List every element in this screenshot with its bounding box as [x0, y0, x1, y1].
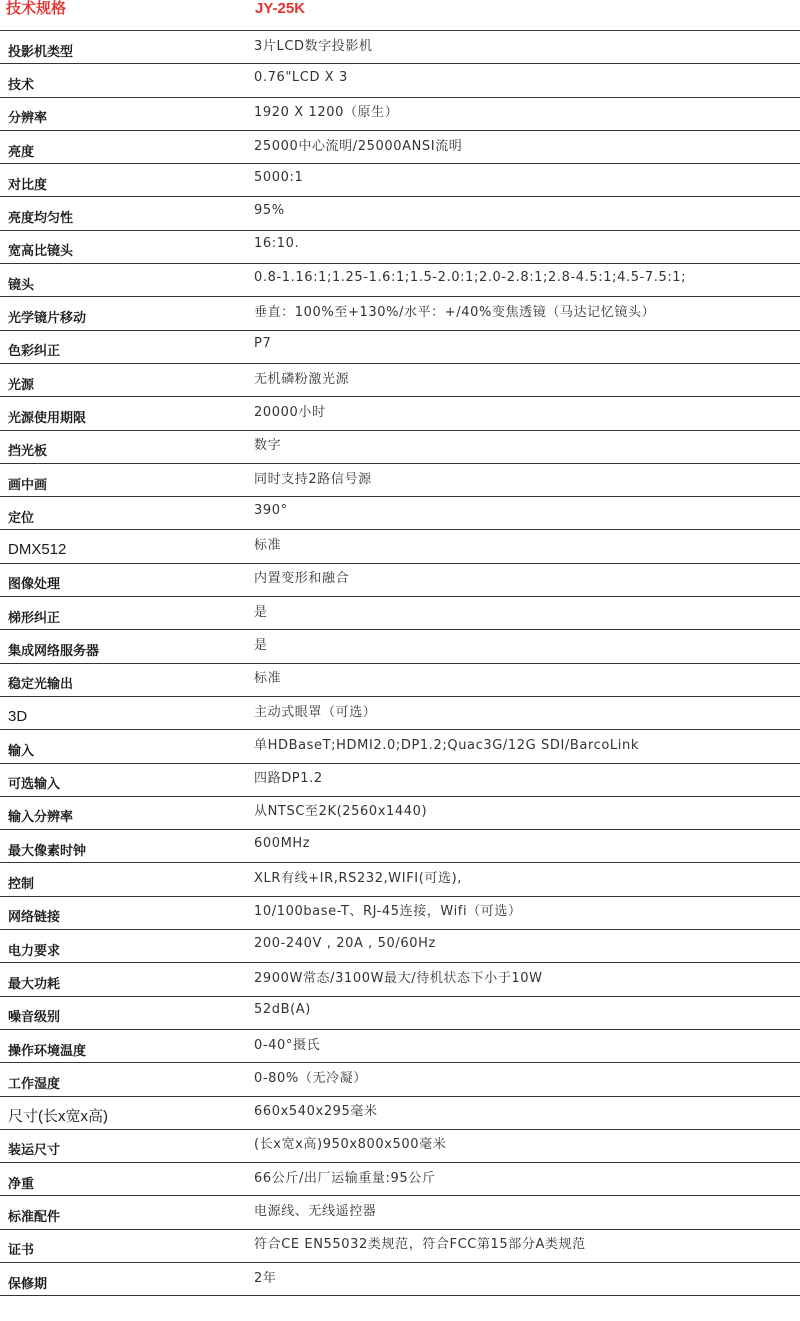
- spec-label: 控制: [8, 877, 35, 893]
- spec-value: 0-40°摄氏: [254, 1037, 321, 1053]
- spec-value: 390°: [254, 502, 288, 518]
- spec-value: 52dB(A): [254, 1002, 311, 1018]
- spec-value: 2900W常态/3100W最大/待机状态下小于10W: [254, 970, 543, 986]
- table-row: [0, 997, 800, 1030]
- spec-value: 从NTSC至2K(2560x1440): [254, 804, 428, 820]
- spec-rows: [0, 31, 800, 1296]
- spec-value: 是: [254, 604, 268, 620]
- spec-value: 单HDBaseT;HDMI2.0;DP1.2;Quac3G/12G SDI/BarcoLink: [254, 737, 639, 753]
- spec-label: 电力要求: [8, 943, 61, 959]
- spec-label: 光学镜片移动: [8, 311, 87, 327]
- model-name: JY-25K: [255, 0, 306, 17]
- spec-value: 0.8-1.16:1;1.25-1.6:1;1.5-2.0:1;2.0-2.8:1;2.8-4.5:1;4.5-7.5:1;: [254, 269, 687, 285]
- table-row: [0, 364, 800, 397]
- spec-label: 输入分辨率: [8, 810, 74, 826]
- table-row: [0, 963, 800, 996]
- table-row: [0, 664, 800, 697]
- table-row: [0, 464, 800, 497]
- table-row: [0, 830, 800, 863]
- spec-value: 数字: [254, 438, 282, 454]
- table-row: [0, 1063, 800, 1096]
- spec-label: DMX512: [8, 541, 67, 559]
- table-row: [0, 98, 800, 131]
- spec-label: 定位: [8, 510, 35, 526]
- spec-label: 装运尺寸: [8, 1143, 61, 1159]
- table-row: [0, 863, 800, 896]
- spec-value: XLR有线+IR,RS232,WIFI(可选),: [254, 871, 462, 887]
- table-row: [0, 431, 800, 464]
- spec-label: 画中画: [8, 477, 48, 493]
- spec-label: 光源: [8, 377, 35, 393]
- spec-label: 尺寸(长x宽x高): [8, 1108, 108, 1126]
- spec-value: 无机磷粉激光源: [254, 371, 350, 387]
- table-row: [0, 264, 800, 297]
- table-row: [0, 197, 800, 230]
- spec-value: 3片LCD数字投影机: [254, 38, 373, 54]
- spec-label: 稳定光输出: [8, 677, 74, 693]
- spec-label: 光源使用期限: [8, 410, 87, 426]
- table-row: [0, 930, 800, 963]
- spec-value: 2年: [254, 1270, 277, 1286]
- spec-value: 0-80%（无冷凝）: [254, 1070, 367, 1086]
- spec-label: 投影机类型: [8, 44, 74, 60]
- table-row: [0, 231, 800, 264]
- spec-label: 3D: [8, 707, 28, 725]
- table-row: [0, 1163, 800, 1196]
- table-row: [0, 31, 800, 64]
- table-row: [0, 797, 800, 830]
- spec-label: 镜头: [8, 277, 35, 293]
- spec-label: 工作湿度: [8, 1076, 61, 1092]
- table-row: [0, 397, 800, 430]
- spec-label: 对比度: [8, 177, 48, 193]
- spec-value: 660x540x295毫米: [254, 1104, 378, 1120]
- spec-label: 最大像素时钟: [8, 843, 87, 859]
- spec-value: 主动式眼罩（可选）: [254, 704, 377, 720]
- spec-value: 电源线、无线遥控器: [254, 1204, 377, 1220]
- spec-value: 5000:1: [254, 169, 304, 185]
- spec-label: 图像处理: [8, 577, 61, 593]
- spec-label: 分辨率: [8, 111, 48, 127]
- header-label: 技术规格: [6, 0, 67, 17]
- table-row: [0, 564, 800, 597]
- spec-label: 集成网络服务器: [8, 643, 100, 659]
- table-row: [0, 764, 800, 797]
- spec-value: (长x宽x高)950x800x500毫米: [254, 1137, 447, 1153]
- spec-value: 1920 X 1200（原生）: [254, 105, 399, 121]
- spec-label: 噪音级别: [8, 1010, 61, 1026]
- spec-value: 符合CE EN55032类规范，符合FCC第15部分A类规范: [254, 1237, 586, 1253]
- table-row: [0, 1196, 800, 1229]
- spec-value: 标准: [254, 671, 282, 687]
- spec-label: 最大功耗: [8, 976, 61, 992]
- spec-value: 600MHz: [254, 835, 311, 851]
- table-header: [0, 0, 800, 31]
- table-row: [0, 697, 800, 730]
- spec-value: 标准: [254, 538, 282, 554]
- spec-label: 操作环境温度: [8, 1043, 87, 1059]
- spec-value: 垂直：100%至+130%/水平：+/40%变焦透镜（马达记忆镜头）: [254, 305, 656, 321]
- table-row: [0, 1097, 800, 1130]
- table-row: [0, 331, 800, 364]
- spec-value: 同时支持2路信号源: [254, 471, 372, 487]
- table-row: [0, 131, 800, 164]
- spec-value: 25000中心流明/25000ANSI流明: [254, 138, 463, 154]
- table-row: [0, 597, 800, 630]
- spec-value: 200-240V , 20A , 50/60Hz: [254, 935, 436, 951]
- spec-label: 可选输入: [8, 777, 61, 793]
- spec-label: 亮度: [8, 144, 35, 160]
- table-row: [0, 1030, 800, 1063]
- spec-value: 95%: [254, 203, 285, 219]
- spec-label: 宽高比镜头: [8, 244, 74, 260]
- spec-value: P7: [254, 336, 272, 352]
- spec-value: 20000小时: [254, 404, 326, 420]
- table-row: [0, 497, 800, 530]
- table-row: [0, 164, 800, 197]
- table-row: [0, 1230, 800, 1263]
- spec-label: 亮度均匀性: [8, 211, 74, 227]
- spec-label: 保修期: [8, 1276, 48, 1292]
- spec-value: 0.76"LCD X 3: [254, 69, 348, 85]
- spec-label: 色彩纠正: [8, 344, 61, 360]
- table-row: [0, 64, 800, 97]
- table-row: [0, 1263, 800, 1296]
- table-row: [0, 630, 800, 663]
- spec-value: 四路DP1.2: [254, 771, 323, 787]
- spec-value: 是: [254, 637, 268, 653]
- spec-label: 梯形纠正: [8, 610, 61, 626]
- table-row: [0, 897, 800, 930]
- table-row: [0, 530, 800, 563]
- spec-label: 证书: [8, 1243, 35, 1259]
- spec-value: 10/100base-T、RJ-45连接，Wifi（可选）: [254, 904, 522, 920]
- spec-value: 内置变形和融合: [254, 571, 350, 587]
- spec-label: 挡光板: [8, 444, 48, 460]
- table-row: [0, 1130, 800, 1163]
- table-row: [0, 297, 800, 330]
- spec-value: 16:10.: [254, 236, 300, 252]
- spec-value: 66公斤/出厂运输重量:95公斤: [254, 1170, 436, 1186]
- spec-label: 网络链接: [8, 910, 61, 926]
- spec-label: 输入: [8, 743, 35, 759]
- spec-label: 标准配件: [8, 1210, 61, 1226]
- spec-label: 净重: [8, 1176, 35, 1192]
- spec-label: 技术: [8, 77, 35, 93]
- table-row: [0, 730, 800, 763]
